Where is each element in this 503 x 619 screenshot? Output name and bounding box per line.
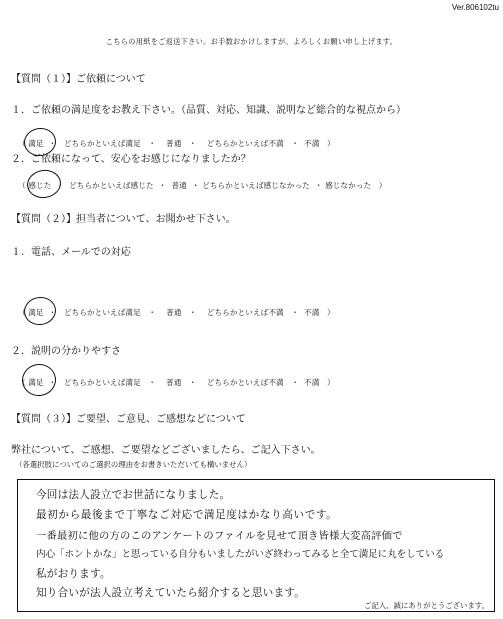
option[interactable]: 普通 [166, 378, 182, 387]
section-2-heading: 【質問（２）】担当者について、お聞かせ下さい。 [11, 214, 236, 225]
section-3-note: （各選択肢についてのご選択の理由をお書きいただいても構いません） [15, 460, 252, 469]
s1-q2-text: ２．ご依頼になって、安心をお感じになりましたか？ [11, 154, 251, 165]
handwritten-line: 内心「ホントかな」と思っている自分もいましたがいざ終わってみると全て満足に丸をしている [36, 549, 445, 560]
option[interactable]: どちらかといえば不満 [206, 139, 284, 148]
option[interactable]: どちらかといえば満足 [63, 139, 141, 148]
option[interactable]: 感じた [28, 181, 52, 190]
s2-q1-text: １．電話、メールでの対応 [11, 247, 131, 258]
option[interactable]: 普通 [171, 181, 187, 190]
s1-q2-options: （ 感じた ・ どちらかといえば感じた ・ 普通 ・ どちらかといえば感じなかった ・ 感じなかった ） [18, 181, 387, 190]
handwritten-line: 一番最初に他の方のこのアンケートのファイルを見せて頂き皆様大変高評価で [36, 530, 403, 542]
selection-circle [22, 295, 58, 327]
s2-q2-text: ２．説明の分かりやすさ [11, 346, 121, 357]
selection-circle [20, 362, 58, 398]
section-3-intro: 弊社について、ご感想、ご要望などございましたら、ご記入下さい。 [11, 445, 321, 456]
s2-q1-options: （ 満足 ・ どちらかといえば満足 ・ 普通 ・ どちらかといえば不満 ・ 不満 ） [18, 308, 335, 317]
s1-q1-options: （ 満足 ・ どちらかといえば満足 ・ 普通 ・ どちらかといえば不満 ・ 不満 ） [18, 139, 335, 148]
selection-circle [25, 168, 63, 200]
option[interactable]: 不満 [304, 378, 320, 387]
option[interactable]: 満足 [28, 378, 44, 387]
section-3-heading: 【質問（３）】ご要望、ご意見、ご感想などについて [11, 414, 246, 425]
handwritten-line: 知り合いが法人設立考えていたら紹介すると思います。 [36, 587, 305, 599]
return-request-header: こちらの用紙をご返送下さい。お手数おかけしますが、よろしくお願い申し上げます。 [105, 37, 398, 46]
thanks-note: ご記入、誠にありがとうございます。 [363, 601, 489, 610]
version-code: Ver.806102tu [451, 3, 499, 12]
option[interactable]: どちらかといえば満足 [63, 378, 141, 387]
option[interactable]: 感じなかった [325, 181, 372, 190]
option[interactable]: 不満 [304, 139, 320, 148]
option[interactable]: どちらかといえば不満 [206, 308, 284, 317]
option[interactable]: どちらかといえば感じた [69, 181, 154, 190]
option[interactable]: どちらかといえば感じなかった [202, 181, 310, 190]
option[interactable]: 満足 [28, 308, 44, 317]
s1-q1-text: １．ご依頼の満足度をお教え下さい。（品質、対応、知識、説明など総合的な視点から） [11, 105, 406, 116]
option[interactable]: 普通 [166, 139, 182, 148]
handwritten-line: 私がおります。 [36, 568, 111, 580]
option[interactable]: 普通 [166, 308, 182, 317]
option[interactable]: どちらかといえば満足 [63, 308, 141, 317]
handwritten-line: 今回は法人設立でお世話になりました。 [36, 489, 231, 501]
option[interactable]: 満足 [28, 139, 44, 148]
option[interactable]: どちらかといえば不満 [206, 378, 284, 387]
option[interactable]: 不満 [304, 308, 320, 317]
s2-q2-options: （ 満足 ・ どちらかといえば満足 ・ 普通 ・ どちらかといえば不満 ・ 不満 ） [18, 378, 335, 387]
section-1-heading: 【質問（１）】ご依頼について [11, 74, 146, 85]
handwritten-line: 最初から最後まで丁寧なご対応で満足度はかなり高いです。 [36, 509, 338, 521]
